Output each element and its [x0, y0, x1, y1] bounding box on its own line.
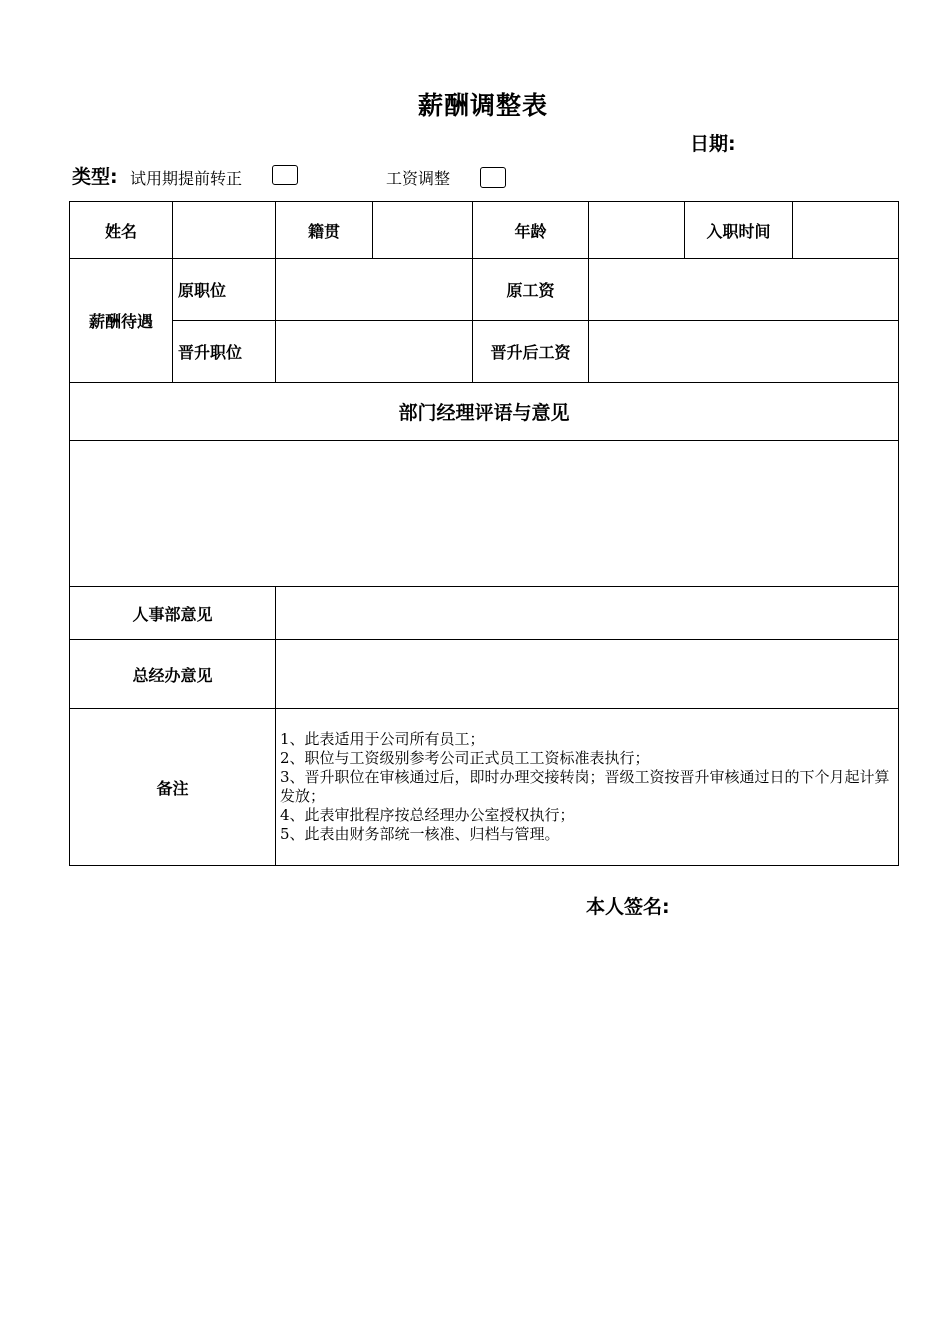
signature-label: 本人签名:: [586, 896, 670, 918]
remark-line: 4、此表审批程序按总经理办公室授权执行；: [280, 806, 575, 824]
remark-line: 1、此表适用于公司所有员工；: [280, 730, 485, 748]
option-early-regularization-label: 试用期提前转正: [130, 169, 243, 188]
remark-line: 3、晋升职位在审核通过后，即时办理交接转岗；晋级工资按晋升审核通过日的下个月起计算发放；: [280, 768, 890, 805]
age-field[interactable]: [589, 202, 685, 259]
hr-opinion-label: 人事部意见: [70, 587, 276, 640]
remark-line: 5、此表由财务部统一核准、归档与管理。: [280, 825, 560, 843]
original-salary-label: 原工资: [473, 259, 589, 321]
form-title: 薪酬调整表: [417, 91, 548, 120]
gm-opinion-field[interactable]: [276, 640, 899, 709]
promoted-salary-label: 晋升后工资: [473, 321, 589, 383]
promoted-salary-field[interactable]: [589, 321, 899, 383]
name-field[interactable]: [173, 202, 276, 259]
hr-opinion-field[interactable]: [276, 587, 899, 640]
manager-comments-header: 部门经理评语与意见: [70, 383, 899, 441]
option-salary-adjustment-checkbox[interactable]: [480, 167, 506, 188]
type-label: 类型:: [72, 166, 118, 188]
manager-comments-field[interactable]: [70, 441, 899, 587]
name-header: 姓名: [70, 202, 173, 259]
promoted-position-label: 晋升职位: [173, 321, 276, 383]
remarks-label: 备注: [70, 709, 276, 866]
native-place-field[interactable]: [373, 202, 473, 259]
option-salary-adjustment-label: 工资调整: [386, 169, 451, 188]
promoted-position-field[interactable]: [276, 321, 473, 383]
hire-date-field[interactable]: [793, 202, 899, 259]
type-row: [72, 160, 672, 190]
hire-date-header: 入职时间: [685, 202, 793, 259]
original-salary-field[interactable]: [589, 259, 899, 321]
salary-adjustment-table: [69, 201, 899, 866]
salary-group-label: 薪酬待遇: [70, 259, 173, 383]
original-position-field[interactable]: [276, 259, 473, 321]
option-early-regularization-checkbox[interactable]: [272, 165, 298, 185]
native-place-header: 籍贯: [276, 202, 373, 259]
original-position-label: 原职位: [173, 259, 276, 321]
age-header: 年龄: [473, 202, 589, 259]
remark-line: 2、职位与工资级别参考公司正式员工工资标准表执行；: [280, 749, 650, 767]
date-label: 日期:: [690, 133, 736, 155]
gm-opinion-label: 总经办意见: [70, 640, 276, 709]
remarks-content: [276, 709, 899, 866]
